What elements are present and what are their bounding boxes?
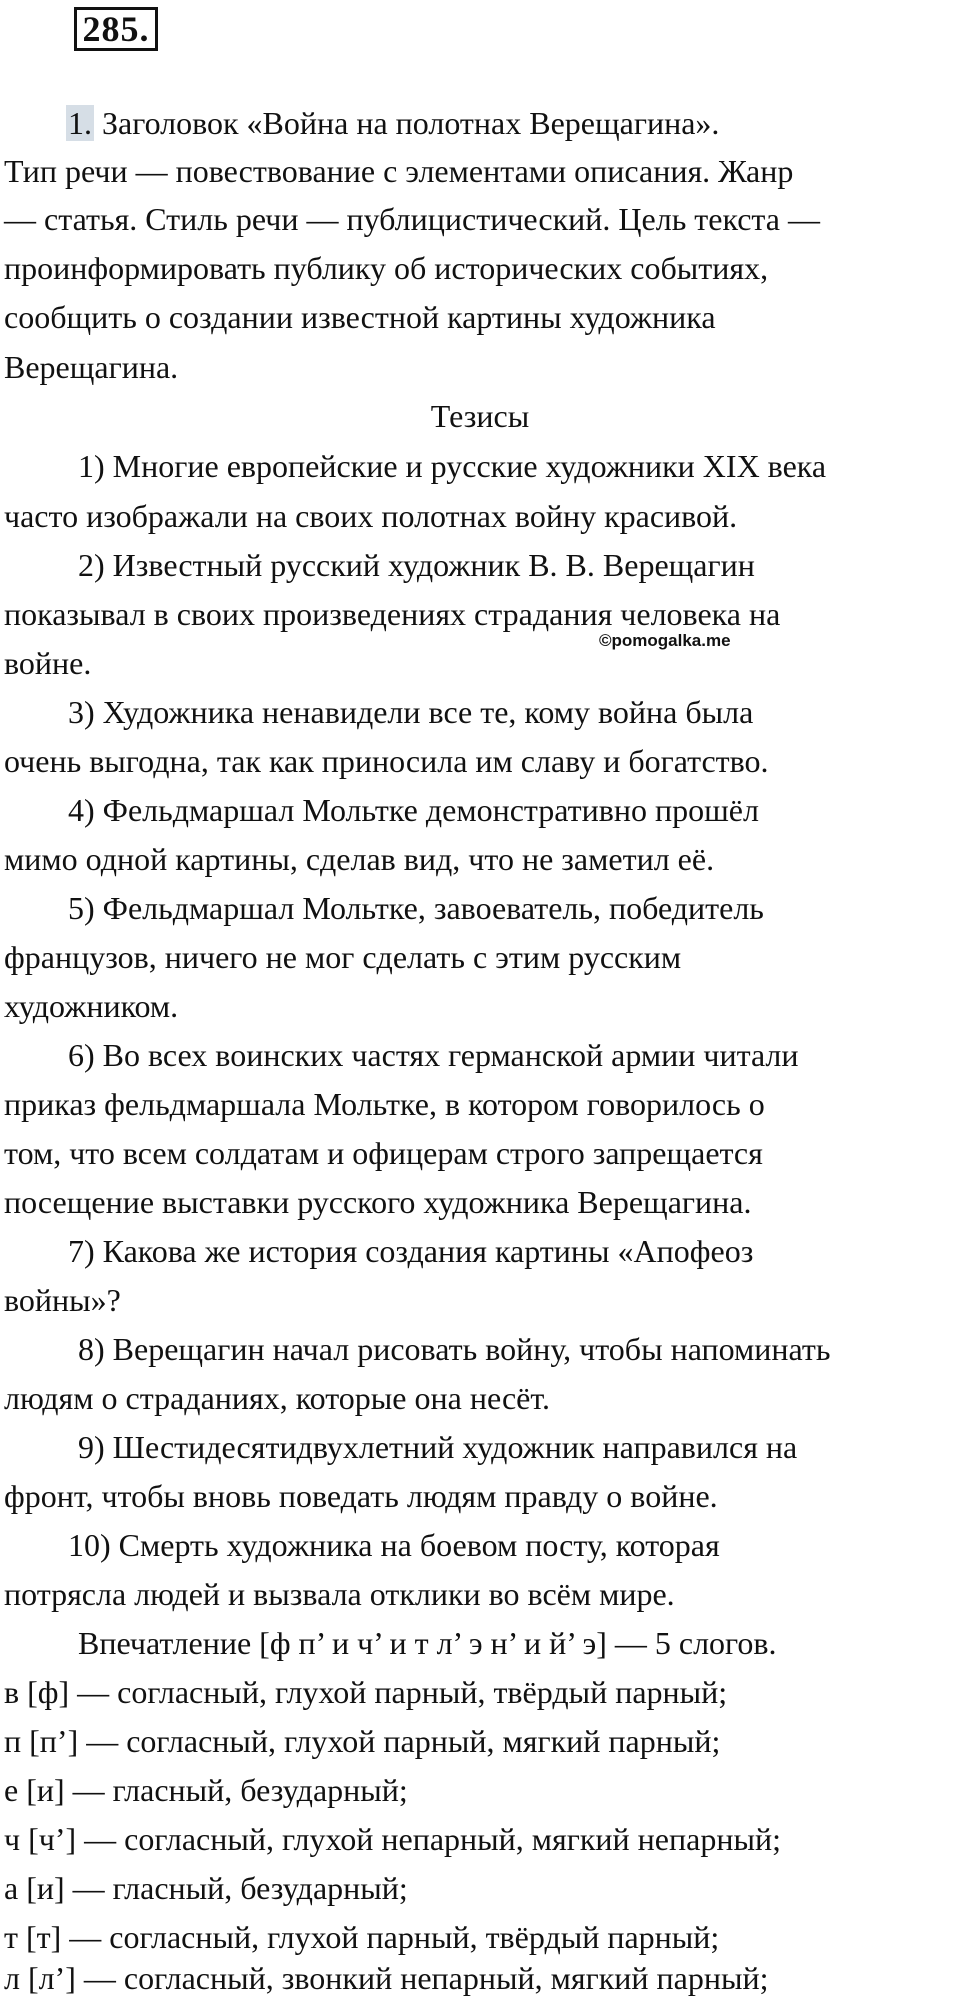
phonetic-letter-line: а [и] — гласный, безударный; [4, 1870, 408, 1906]
thesis-line: приказ фельдмаршала Мольтке, в котором говорилось о [4, 1086, 765, 1122]
intro-line: — статья. Стиль речи — публицистический. Цель текста — [4, 201, 820, 237]
intro-line: Верещагина. [4, 349, 179, 385]
thesis-line: очень выгодна, так как приносила им славу и богатство. [4, 743, 769, 779]
phonetic-letter-line: в [ф] — согласный, глухой парный, твёрдый парный; [4, 1674, 728, 1710]
thesis-line: 9) Шестидесятидвухлетний художник направился на [78, 1429, 798, 1465]
thesis-line: художником. [4, 988, 179, 1024]
thesis-line: 5) Фельдмаршал Мольтке, завоеватель, победитель [68, 890, 764, 926]
intro-line: Тип речи — повествование с элементами описания. Жанр [4, 153, 794, 189]
thesis-line: 2) Известный русский художник В. В. Верещагин [78, 547, 755, 583]
intro-title-text: Заголовок «Война на полотнах Верещагина». [94, 105, 720, 141]
thesis-line: 3) Художника ненавидели все те, кому война была [68, 694, 754, 730]
intro-line [68, 103, 719, 143]
intro-line: сообщить о создании известной картины художника [4, 299, 716, 335]
thesis-line: французов, ничего не мог сделать с этим русским [4, 939, 682, 975]
thesis-line: людям о страданиях, которые она несёт. [4, 1380, 550, 1416]
thesis-line: войне. [4, 645, 92, 681]
theses-heading: Тезисы [430, 398, 530, 434]
phonetic-transcription: Впечатление [ф п’ и ч’ и т л’ э н’ и й’ э] — 5 слогов. [78, 1625, 777, 1661]
thesis-line: 8) Верещагин начал рисовать войну, чтобы напоминать [78, 1331, 831, 1367]
thesis-line: войны»? [4, 1282, 121, 1318]
task-number-box: 285. [74, 7, 158, 51]
phonetic-letter-line: п [п’] — согласный, глухой парный, мягкий парный; [4, 1723, 721, 1759]
item-number-highlight: 1. [68, 105, 92, 141]
thesis-line: потрясла людей и вызвала отклики во всём мире. [4, 1576, 675, 1612]
thesis-line: 7) Какова же история создания картины «Апофеоз [68, 1233, 754, 1269]
thesis-line: показывал в своих произведениях страдания человека на [4, 596, 781, 632]
thesis-line: 1) Многие европейские и русские художники XIX века [78, 448, 827, 484]
phonetic-letter-line: ч [ч’] — согласный, глухой непарный, мягкий непарный; [4, 1821, 781, 1857]
phonetic-letter-line: л [л’] — согласный, звонкий непарный, мягкий парный; [4, 1960, 769, 1996]
thesis-line: часто изображали на своих полотнах войну красивой. [4, 498, 738, 534]
thesis-line: посещение выставки русского художника Верещагина. [4, 1184, 752, 1220]
phonetic-letter-line: т [т] — согласный, глухой парный, твёрдый парный; [4, 1919, 720, 1955]
intro-line: проинформировать публику об исторических событиях, [4, 250, 769, 286]
thesis-line: 6) Во всех воинских частях германской армии читали [68, 1037, 799, 1073]
phonetic-letter-line: е [и] — гласный, безударный; [4, 1772, 408, 1808]
thesis-line: фронт, чтобы вновь поведать людям правду о войне. [4, 1478, 718, 1514]
thesis-line: 4) Фельдмаршал Мольтке демонстративно прошёл [68, 792, 759, 828]
thesis-line: мимо одной картины, сделав вид, что не заметил её. [4, 841, 715, 877]
thesis-line: том, что всем солдатам и офицерам строго запрещается [4, 1135, 763, 1171]
watermark: ©pomogalka.me [599, 631, 731, 650]
thesis-line: 10) Смерть художника на боевом посту, которая [68, 1527, 720, 1563]
